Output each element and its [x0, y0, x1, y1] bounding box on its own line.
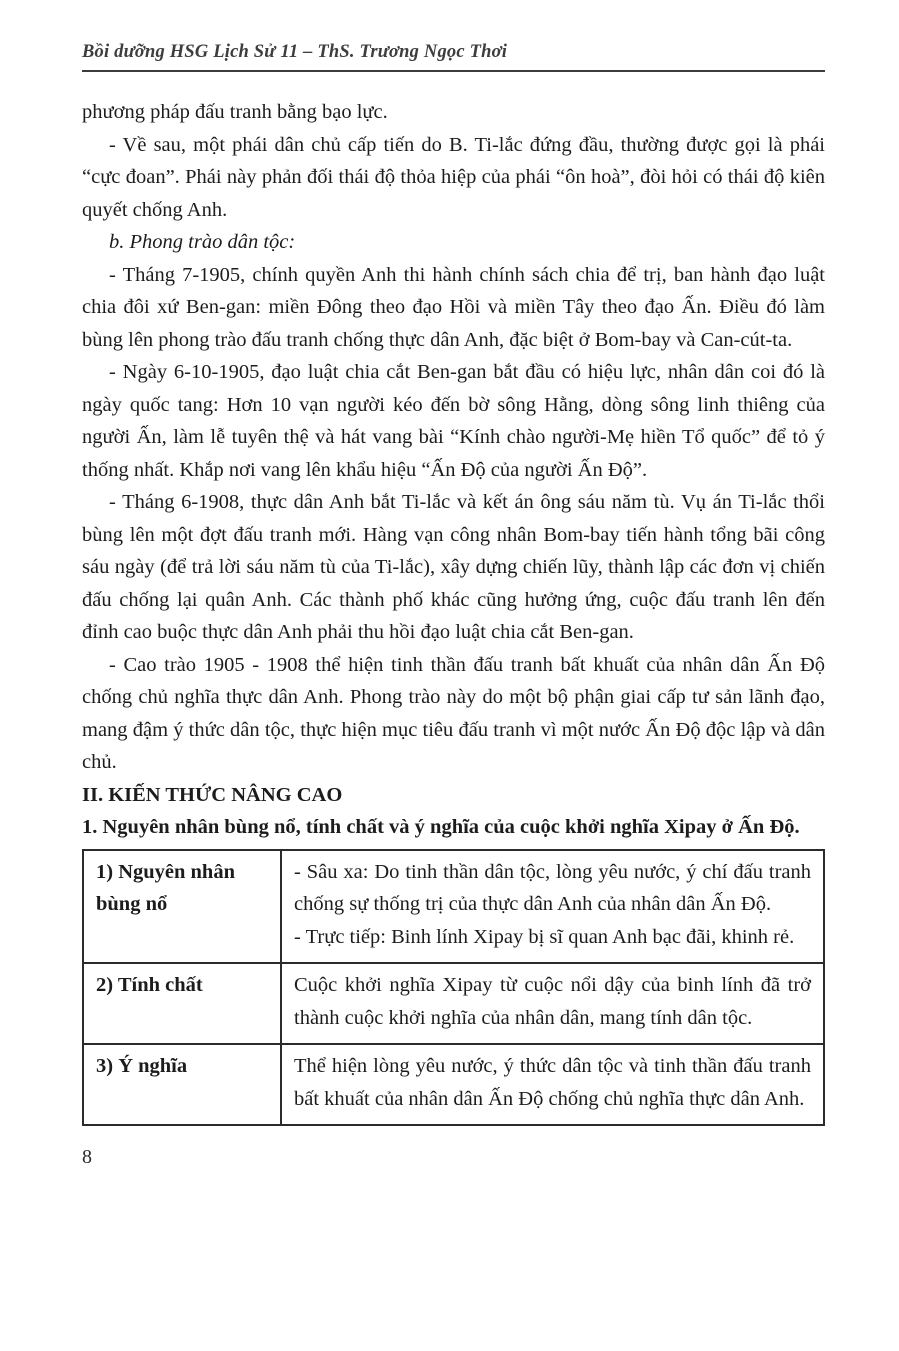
- subheading-phong-trao-dan-toc: b. Phong trào dân tộc:: [109, 231, 296, 253]
- page-number: 8: [82, 1146, 92, 1168]
- section-heading: II. KIẾN THỨC NÂNG CAO: [82, 783, 343, 806]
- paragraph: - Về sau, một phái dân chủ cấp tiến do B. Ti-lắc đứng đầu, thường được gọi là phái “cực đoan”. Phái này phản đối thái độ thỏa hiệp của phái “ôn hoà”, đòi hỏi có thái độ kiên quyết chống Anh.: [82, 133, 825, 221]
- table-row-content: [281, 850, 824, 964]
- table-row: [83, 1044, 824, 1125]
- table-content-line: - Sâu xa: Do tinh thần dân tộc, lòng yêu nước, ý chí đấu tranh chống sự thống trị của thực dân Anh của nhân dân Ấn Độ.: [294, 860, 811, 915]
- paragraph: - Tháng 7-1905, chính quyền Anh thi hành chính sách chia để trị, ban hành đạo luật chia đôi xứ Ben-gan: miền Đông theo đạo Hồi và miền Tây theo đạo Ấn. Điều đó làm bùng lên phong trào đấu tranh chống thực dân Anh, đặc biệt ở Bom-bay và Can-cút-ta.: [82, 263, 825, 351]
- table-row: [83, 963, 824, 1044]
- header-rule: [82, 70, 825, 72]
- table-content-line: Thể hiện lòng yêu nước, ý thức dân tộc và tinh thần đấu tranh bất khuất của nhân dân Ấn Độ chống chủ nghĩa thực dân Anh.: [294, 1055, 811, 1110]
- info-table: [82, 849, 825, 1127]
- table-content-line: - Trực tiếp: Binh lính Xipay bị sĩ quan Anh bạc đãi, khinh rẻ.: [294, 925, 795, 948]
- paragraph: - Ngày 6-10-1905, đạo luật chia cắt Ben-gan bắt đầu có hiệu lực, nhân dân coi đó là ngày quốc tang: Hơn 10 vạn người kéo đến bờ sông Hằng, dòng sông linh thiêng của người Ấn, làm lễ tuyên thệ và hát vang bài “Kính chào người-Mẹ hiền Tổ quốc” để tỏ ý thống nhất. Khắp nơi vang lên khẩu hiệu “Ấn Độ của người Ấn Độ”.: [82, 361, 825, 481]
- table-row-label: 3) Ý nghĩa: [83, 1044, 281, 1125]
- paragraph: - Tháng 6-1908, thực dân Anh bắt Ti-lắc và kết án ông sáu năm tù. Vụ án Ti-lắc thổi bùng lên một đợt đấu tranh mới. Hàng vạn công nhân Bom-bay tiến hành tổng bãi công sáu ngày (để trả lời sáu năm tù của Ti-lắc), xây dựng chiến lũy, thành lập các đơn vị chiến đấu chống lại quân Anh. Các thành phố khác cũng hưởng ứng, cuộc đấu tranh lên đến đỉnh cao buộc thực dân Anh phải thu hồi đạo luật chia cắt Ben-gan.: [82, 491, 825, 643]
- running-header-title: Bồi dưỡng HSG Lịch Sử 11 – ThS. Trương Ngọc Thơi: [82, 42, 508, 62]
- table-row-label: 2) Tính chất: [83, 963, 281, 1044]
- page-body: [82, 96, 825, 1126]
- paragraph: - Cao trào 1905 - 1908 thể hiện tinh thần đấu tranh bất khuất của nhân dân Ấn Độ chống chủ nghĩa thực dân Anh. Phong trào này do một bộ phận giai cấp tư sản lãnh đạo, mang đậm ý thức dân tộc, thực hiện mục tiêu đấu tranh vì một nước Ấn Độ độc lập và dân chủ.: [82, 653, 825, 773]
- question-heading: 1. Nguyên nhân bùng nổ, tính chất và ý nghĩa của cuộc khởi nghĩa Xipay ở Ấn Độ.: [82, 816, 800, 838]
- table-row-content: [281, 963, 824, 1044]
- table-content-line: Cuộc khởi nghĩa Xipay từ cuộc nổi dậy của binh lính đã trở thành cuộc khởi nghĩa của nhân dân, mang tính dân tộc.: [294, 974, 811, 1029]
- page-footer: [82, 1146, 825, 1169]
- table-row-content: [281, 1044, 824, 1125]
- table-row: [83, 850, 824, 964]
- page-header: [82, 42, 825, 72]
- table-row-label: 1) Nguyên nhân bùng nổ: [83, 850, 281, 964]
- paragraph-continuation: phương pháp đấu tranh bằng bạo lực.: [82, 101, 388, 123]
